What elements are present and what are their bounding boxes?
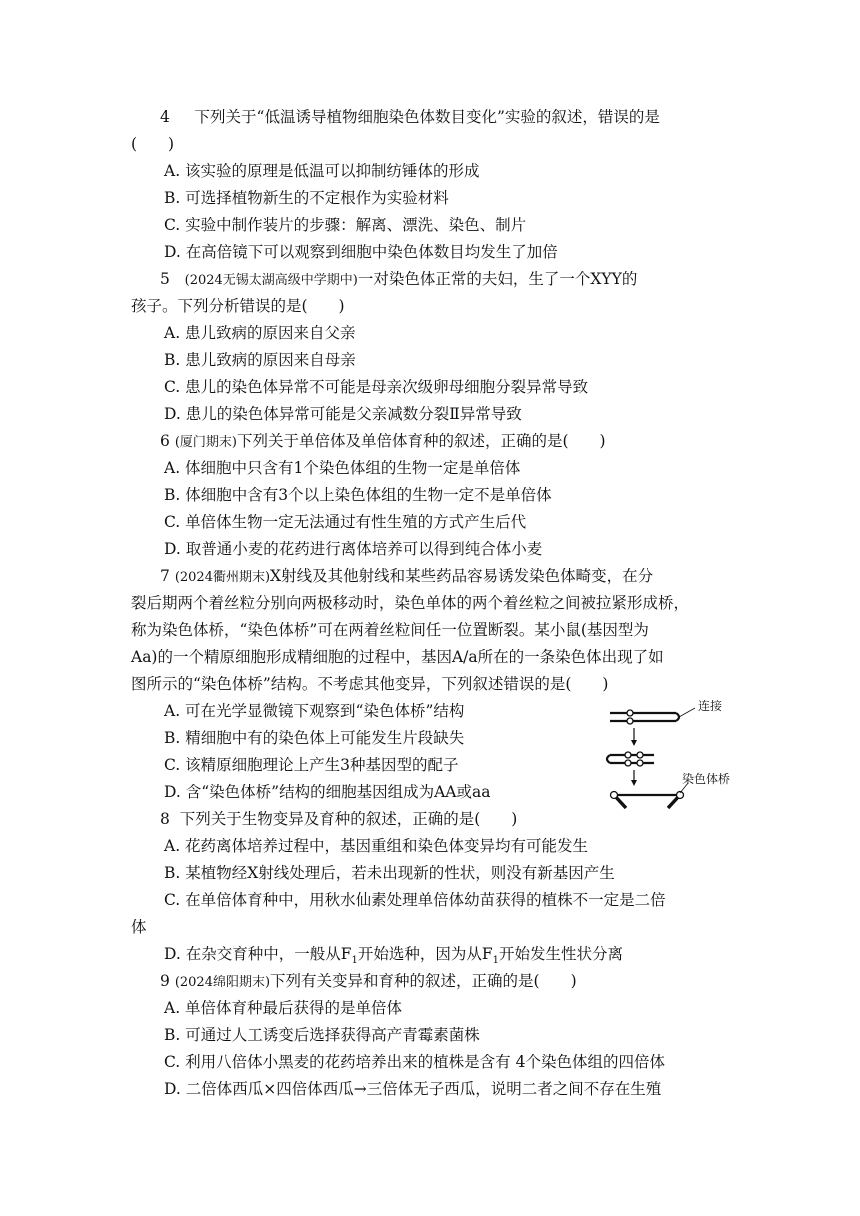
question-9-stem bbox=[160, 970, 577, 994]
q6-option-d: D. 取普通小麦的花药进行离体培养可以得到纯合体小麦 bbox=[164, 540, 543, 558]
q8-option-c: C. 在单倍体育种中，用秋水仙素处理单倍体幼苗获得的植株不一定是二倍 bbox=[164, 891, 666, 909]
question-number: 9 bbox=[160, 972, 170, 990]
chromosome-bridge bbox=[611, 783, 689, 808]
arrow-down-icon bbox=[631, 728, 637, 746]
question-7-stem-cont-3: Aa)的一个精原细胞形成精细胞的过程中，基因A/a所在的一条染色体出现了如 bbox=[131, 648, 664, 666]
question-text: 下列有关变异和育种的叙述，正确的是( ) bbox=[270, 972, 577, 990]
question-source: (2024衢州期末) bbox=[174, 570, 271, 585]
q8-option-a: A. 花药离体培养过程中，基因重组和染色体变异均有可能发生 bbox=[164, 837, 589, 855]
q4-option-a: A. 该实验的原理是低温可以抑制纺锤体的形成 bbox=[164, 162, 480, 180]
question-number: 8 bbox=[160, 810, 170, 828]
question-number: 4 bbox=[160, 108, 170, 126]
question-number: 6 bbox=[160, 432, 170, 450]
q9-option-d: D. 二倍体西瓜×四倍体西瓜→三倍体无子西瓜，说明二者之间不存在生殖 bbox=[164, 1080, 662, 1098]
dicentric-chromatids bbox=[607, 752, 654, 766]
q9-option-b: B. 可通过人工诱变后选择获得高产青霉素菌株 bbox=[164, 1026, 480, 1044]
q8-option-c-cont: 体 bbox=[131, 918, 147, 936]
question-source: (2024无锡太湖高级中学期中) bbox=[184, 273, 358, 288]
q5-option-a: A. 患儿致病的原因来自父亲 bbox=[164, 324, 356, 342]
question-number: 5 bbox=[160, 270, 170, 288]
question-text: X射线及其他射线和某些药品容易诱发染色体畸变，在分 bbox=[270, 567, 654, 585]
question-text: 一对染色体正常的夫妇，生了一个XYY的 bbox=[357, 270, 638, 288]
label-connect: 连接 bbox=[698, 700, 723, 713]
arrow-down-icon bbox=[631, 770, 637, 786]
q4-option-d: D. 在高倍镜下可以观察到细胞中染色体数目均发生了加倍 bbox=[164, 243, 558, 261]
label-chromosome-bridge: 染色体桥 bbox=[682, 772, 731, 786]
question-7-stem-cont-2: 称为染色体桥，“染色体桥”可在两着丝粒间任一位置断裂。某小鼠(基因型为 bbox=[131, 621, 649, 639]
question-5-stem bbox=[160, 268, 637, 292]
q6-option-c: C. 单倍体生物一定无法通过有性生殖的方式产生后代 bbox=[164, 513, 527, 531]
question-7-stem-cont-1: 裂后期两个着丝粒分别向两极移动时，染色单体的两个着丝粒之间被拉紧形成桥， bbox=[131, 594, 690, 612]
question-4-stem bbox=[160, 106, 660, 128]
question-source: (厦门期末) bbox=[174, 435, 237, 450]
chromosome-bridge-diagram bbox=[600, 700, 750, 810]
chromosome-bridge-figure bbox=[600, 700, 750, 810]
q5-option-b: B. 患儿致病的原因来自母亲 bbox=[164, 351, 356, 369]
q6-option-a: A. 体细胞中只含有1个染色体组的生物一定是单倍体 bbox=[164, 459, 521, 477]
question-4-paren: ( ) bbox=[131, 135, 175, 153]
question-7-stem bbox=[160, 565, 653, 589]
question-source: (2024绵阳期末) bbox=[174, 975, 271, 990]
question-8-stem bbox=[160, 808, 517, 830]
q7-option-b: B. 精细胞中有的染色体上可能发生片段缺失 bbox=[164, 729, 465, 747]
q4-option-b: B. 可选择植物新生的不定根作为实验材料 bbox=[164, 189, 449, 207]
q7-option-a: A. 可在光学显微镜下观察到“染色体桥”结构 bbox=[164, 702, 465, 720]
q7-option-d: D. 含“染色体桥”结构的细胞基因组成为AA或aa bbox=[164, 783, 491, 801]
q7-option-c: C. 该精原细胞理论上产生3种基因型的配子 bbox=[164, 756, 459, 774]
q8-option-d: D. 在杂交育种中，一般从$F_1$开始选种，因为从$F_1$开始发生性状分离 bbox=[164, 945, 624, 967]
q8-option-b: B. 某植物经X射线处理后，若未出现新的性状，则没有新基因产生 bbox=[164, 864, 615, 882]
question-number: 7 bbox=[160, 567, 170, 585]
question-text: 下列关于生物变异及育种的叙述，正确的是( ) bbox=[179, 810, 518, 828]
question-5-stem-cont: 孩子。下列分析错误的是( ) bbox=[131, 297, 345, 315]
q6-option-b: B. 体细胞中含有3个以上染色体组的生物一定不是单倍体 bbox=[164, 486, 552, 504]
q5-option-c: C. 患儿的染色体异常不可能是母亲次级卵母细胞分裂异常导致 bbox=[164, 378, 589, 396]
connected-chromatids bbox=[610, 708, 695, 724]
question-text: 下列关于单倍体及单倍体育种的叙述，正确的是( ) bbox=[236, 432, 606, 450]
q9-option-a: A. 单倍体育种最后获得的是单倍体 bbox=[164, 999, 403, 1017]
q4-option-c: C. 实验中制作装片的步骤：解离、漂洗、染色、制片 bbox=[164, 216, 527, 234]
q5-option-d: D. 患儿的染色体异常可能是父亲减数分裂Ⅱ异常导致 bbox=[164, 405, 522, 423]
question-7-stem-cont-4: 图所示的“染色体桥”结构。不考虑其他变异，下列叙述错误的是( ) bbox=[131, 675, 609, 693]
question-text: 下列关于“低温诱导植物细胞染色体数目变化”实验的叙述，错误的是 bbox=[194, 108, 660, 126]
q9-option-c: C. 利用八倍体小黑麦的花药培养出来的植株是含有 4个染色体组的四倍体 bbox=[164, 1053, 665, 1071]
question-6-stem bbox=[160, 430, 606, 454]
